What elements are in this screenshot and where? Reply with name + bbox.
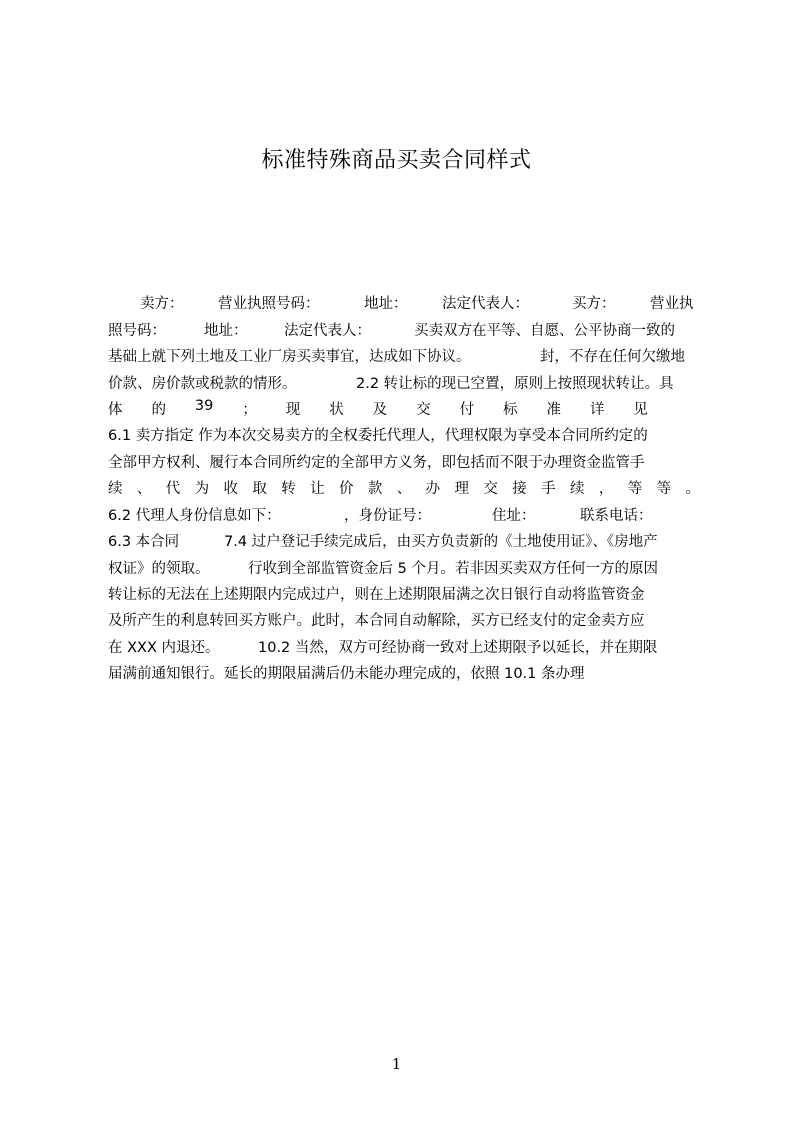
body-line-15: 届满前通知银行。延长的期限届满后仍未能办理完成的，依照 10.1 条办理 <box>108 666 585 682</box>
body-line-13: 及所产生的利息转回买方账户。此时，本合同自动解除，买方已经支付的定金卖方应 <box>108 613 645 629</box>
page-number: 1 <box>391 1055 402 1073</box>
body-line-7: 全部甲方权利、履行本合同所约定的全部甲方义务，即包括而不限于办理资金监管手 <box>108 455 645 471</box>
body-line-12: 转让标的无法在上述期限内完成过户，则在上述期限届满之次日银行自动将监管资金 <box>108 587 645 603</box>
body-line-10: 6.3 本合同 7.4 过户登记手续完成后，由买方负责新的《土地使用证》、《房地产 <box>108 534 658 550</box>
body-line-1: 卖方： 营业执照号码： 地址： 法定代表人： 买方： 营业执 <box>140 296 694 312</box>
body-line-9: 6.2 代理人身份信息如下： ，身份证号： 住址： 联系电话： <box>108 508 653 524</box>
document-title: 标准特殊商品买卖合同样式 <box>261 148 532 173</box>
body-line-11: 权证》的领取。 行收到全部监管资金后 5 个月。若非因买卖双方任何一方的原因 <box>108 561 658 577</box>
body-line-5: 体 的 39 ； 现 状 及 交 付 标 准 详 见 <box>108 398 648 418</box>
body-line-4: 价款、房价款或税款的情形。 2.2 转让标的现已空置，原则上按照现状转让。具 <box>108 376 674 392</box>
body-line-2: 照号码： 地址： 法定代表人： 买卖双方在平等、自愿、公平协商一致的 <box>108 323 675 339</box>
body-line-14: 在 XXX 内退还。 10.2 当然，双方可经协商一致对上述期限予以延长，并在期限 <box>108 640 658 656</box>
body-line-8: 续 、 代 为 收 取 转 让 价 款 、 办 理 交 接 手 续 ， 等 等 。 <box>108 481 700 497</box>
body-line-3: 基础上就下列土地及工业厂房买卖事宜，达成如下协议。 封，不存在任何欠缴地 <box>108 349 685 365</box>
body-line-6: 6.1 卖方指定 作为本次交易卖方的全权委托代理人，代理权限为享受本合同所约定的 <box>108 428 648 444</box>
